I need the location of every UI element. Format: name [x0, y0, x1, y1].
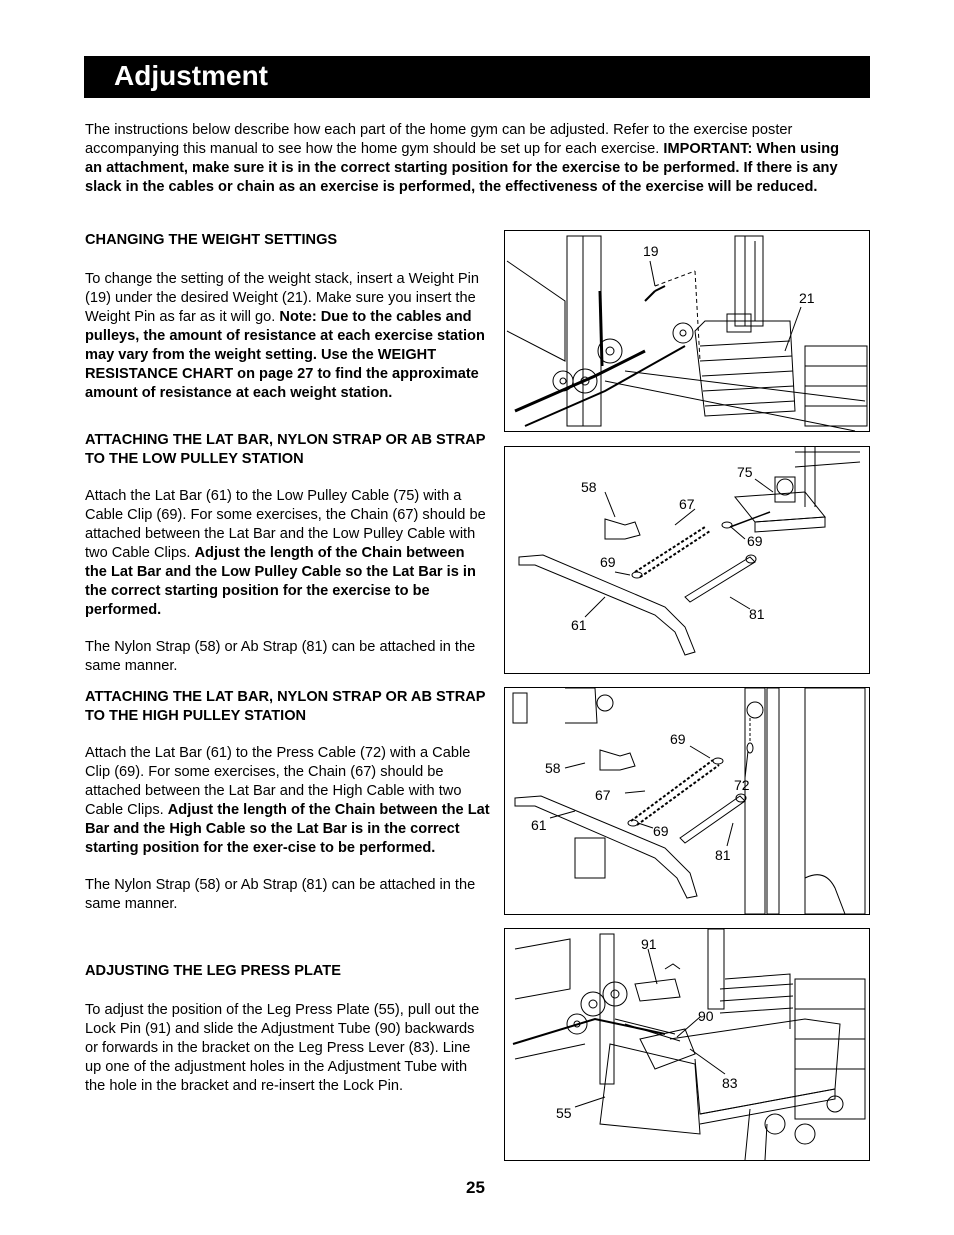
- section-body: To adjust the position of the Leg Press Plate (55), pull out the Lock Pin (91) and slide the Adjustment Tube (90) backwards or forwards in the bracket on the Leg Press Lever (83). Line up one of the adjustment holes in the Adjustment Tube with the hole in the bracket and re-insert the Lock Pin.: [85, 1002, 480, 1094]
- callout-58: 58: [581, 479, 597, 495]
- body-text: Attach the Lat Bar (61) to the Press Cable (72) with a Cable Clip (69). For some exercises, the Chain (67) should be attached between the Lat Bar and the High Cable with two Cable Clips.: [85, 745, 471, 818]
- section-note: The Nylon Strap (58) or Ab Strap (81) can be attached in the same manner.: [85, 639, 476, 674]
- body-text: Attach the Lat Bar (61) to the Low Pulley Cable (75) with a Cable Clip (69). For some exercises, the Chain (67) should be attached between the Lat Bar and the Low Pulley Cable with two Cable Clips.: [85, 488, 486, 561]
- figure-high-pulley: [504, 687, 870, 915]
- body-text: To change the setting of the weight stack, insert a Weight Pin (19) under the desired Weight (21). Make sure you insert the Weight Pin as far as it will go.: [85, 271, 479, 325]
- section-high-pulley: [85, 688, 490, 914]
- callout-90: 90: [698, 1008, 714, 1024]
- section-low-pulley: [85, 431, 490, 676]
- callout-91: 91: [641, 936, 657, 952]
- section-heading: CHANGING THE WEIGHT SETTINGS: [85, 232, 338, 248]
- section-body: [85, 487, 490, 620]
- callout-72: 72: [734, 777, 750, 793]
- intro-important: IMPORTANT: When using an attachment, make sure it is in the correct starting position for the exercise to be performed. If there is any slack in the cables or chain as an exercise is performed, the effectiveness of the exercise will be reduced.: [85, 141, 840, 195]
- page-number: 25: [466, 1178, 485, 1197]
- section-note: The Nylon Strap (58) or Ab Strap (81) can be attached in the same manner.: [85, 877, 476, 912]
- page-title: Adjustment: [114, 60, 268, 91]
- callout-21: 21: [799, 290, 815, 306]
- callout-69-top: 69: [670, 731, 686, 747]
- section-weight-settings: [85, 231, 490, 403]
- callout-81: 81: [749, 606, 765, 622]
- callout-19: 19: [643, 243, 659, 259]
- intro-text: The instructions below describe how each part of the home gym can be adjusted. Refer to the exercise poster accompanying this manual to see how the home gym should be set up for each exercise.: [85, 122, 793, 157]
- figure-low-pulley: [504, 446, 870, 674]
- callout-83: 83: [722, 1075, 738, 1091]
- callout-67: 67: [595, 787, 611, 803]
- callout-69-bottom: 69: [653, 823, 669, 839]
- callout-81: 81: [715, 847, 731, 863]
- title-banner: [84, 56, 870, 98]
- section-body: [85, 744, 490, 858]
- callout-58: 58: [545, 760, 561, 776]
- callout-55: 55: [556, 1105, 572, 1121]
- body-bold: Adjust the length of the Chain between the Lat Bar and the Low Pulley Cable so the Lat Bar is in the correct starting position for the exercise to be performed.: [85, 545, 476, 618]
- figure-weight-stack: [504, 230, 870, 432]
- intro-paragraph: [85, 121, 860, 197]
- callout-69-right: 69: [747, 533, 763, 549]
- callout-75: 75: [737, 464, 753, 480]
- section-heading: ADJUSTING THE LEG PRESS PLATE: [85, 963, 341, 979]
- callout-61: 61: [531, 817, 547, 833]
- body-bold: Adjust the length of the Chain between the Lat Bar and the High Cable so the Lat Bar is in the correct starting position for the exer-cise to be performed.: [85, 802, 490, 856]
- section-heading: ATTACHING THE LAT BAR, NYLON STRAP OR AB STRAP TO THE HIGH PULLEY STATION: [85, 689, 486, 724]
- callout-69-left: 69: [600, 554, 616, 570]
- callout-61: 61: [571, 617, 587, 633]
- body-bold: Note: Due to the cables and pulleys, the amount of resistance at each exercise station may vary from the weight setting. Use the WEIGHT RESISTANCE CHART on page 27 to find the approximate amount of resistance at each weight station.: [85, 309, 485, 401]
- section-body: [85, 270, 490, 403]
- section-heading: ATTACHING THE LAT BAR, NYLON STRAP OR AB STRAP TO THE LOW PULLEY STATION: [85, 432, 486, 467]
- callout-67: 67: [679, 496, 695, 512]
- section-leg-press: [85, 962, 490, 1096]
- figure-leg-press: [504, 928, 870, 1161]
